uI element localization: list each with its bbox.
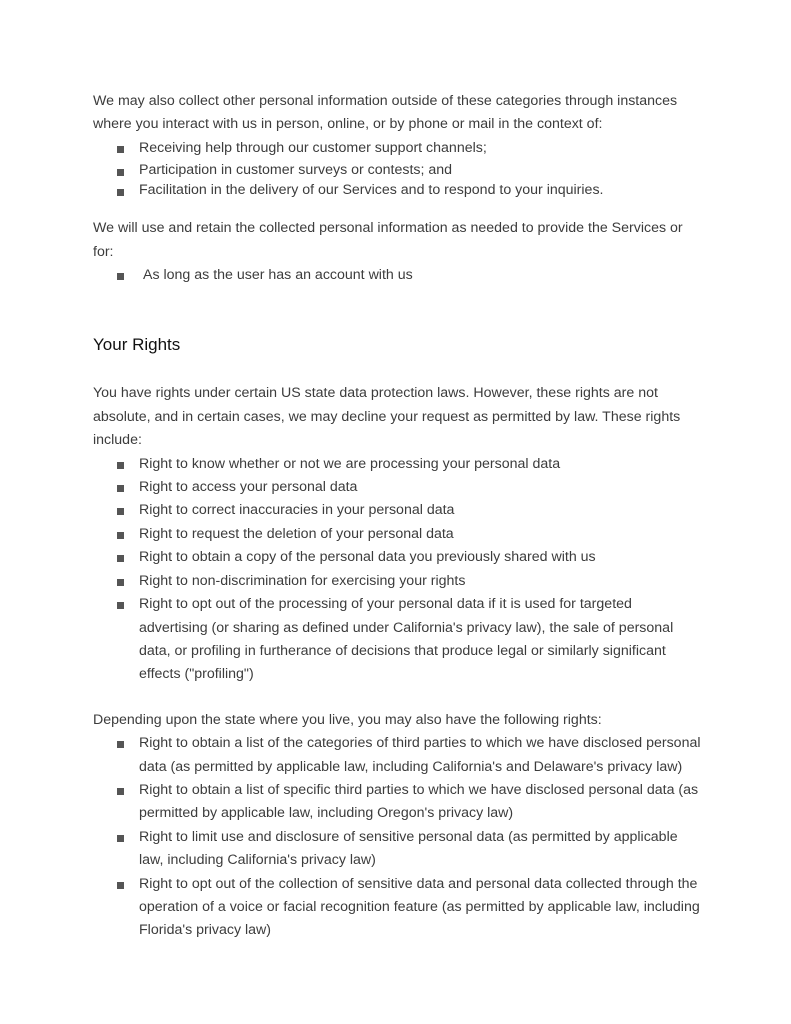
state-rights-list (93, 732, 703, 943)
list-item: Right to obtain a list of specific third parties to which we have disclosed personal data (as permitted by applicable law, including Oregon's privacy law) (93, 779, 703, 826)
collection-context-intro: We may also collect other personal information outside of these categories through instances where you interact with us in person, online, or by phone or mail in the context of: (93, 93, 678, 133)
square-bullet-icon (117, 602, 124, 609)
section-heading-your-rights: Your Rights (93, 335, 181, 355)
list-item: Right to access your personal data (93, 476, 703, 499)
list-item: Right to correct inaccuracies in your personal data (93, 499, 703, 522)
list-item: Facilitation in the delivery of our Services and to respond to your inquiries. (93, 180, 703, 200)
retention-intro: We will use and retain the collected personal information as needed to provide the Services or for: (93, 220, 683, 260)
square-bullet-icon (117, 508, 124, 515)
square-bullet-icon (117, 273, 124, 280)
list-item: Right to non-discrimination for exercising your rights (93, 570, 703, 593)
list-item: Right to opt out of the processing of your personal data if it is used for targeted advertising (or sharing as defined under California's privacy law), the sale of personal data, or profiling in furtherance of decisions that produce legal or similarly significant effects ("profiling") (93, 593, 703, 687)
square-bullet-icon (117, 146, 124, 153)
list-item: Participation in customer surveys or contests; and (93, 160, 703, 180)
retention-list (93, 264, 703, 287)
square-bullet-icon (117, 741, 124, 748)
square-bullet-icon (117, 485, 124, 492)
square-bullet-icon (117, 462, 124, 469)
rights-intro: You have rights under certain US state data protection laws. However, these rights are not absolute, and in certain cases, we may decline your request as permitted by law. These rights include: (93, 385, 681, 449)
square-bullet-icon (117, 532, 124, 539)
square-bullet-icon (117, 189, 124, 196)
square-bullet-icon (117, 882, 124, 889)
square-bullet-icon (117, 579, 124, 586)
list-item: Right to limit use and disclosure of sensitive personal data (as permitted by applicable law, including California's privacy law) (93, 826, 703, 873)
list-item: Right to request the deletion of your personal data (93, 523, 703, 546)
square-bullet-icon (117, 169, 124, 176)
list-item: Right to obtain a list of the categories of third parties to which we have disclosed personal data (as permitted by applicable law, including California's and Delaware's privacy law) (93, 732, 703, 779)
collection-context-list (93, 137, 703, 200)
list-item: Right to obtain a copy of the personal data you previously shared with us (93, 546, 703, 569)
square-bullet-icon (117, 788, 124, 795)
rights-list (93, 453, 703, 687)
list-item: As long as the user has an account with us (93, 264, 703, 287)
state-rights-intro: Depending upon the state where you live, you may also have the following rights: (93, 711, 602, 728)
document-content (93, 90, 703, 943)
square-bullet-icon (117, 555, 124, 562)
square-bullet-icon (117, 835, 124, 842)
list-item: Right to know whether or not we are processing your personal data (93, 453, 703, 476)
list-item: Receiving help through our customer support channels; (93, 137, 703, 160)
list-item: Right to opt out of the collection of sensitive data and personal data collected through the operation of a voice or facial recognition feature (as permitted by applicable law, including Florida's privacy law) (93, 873, 703, 943)
